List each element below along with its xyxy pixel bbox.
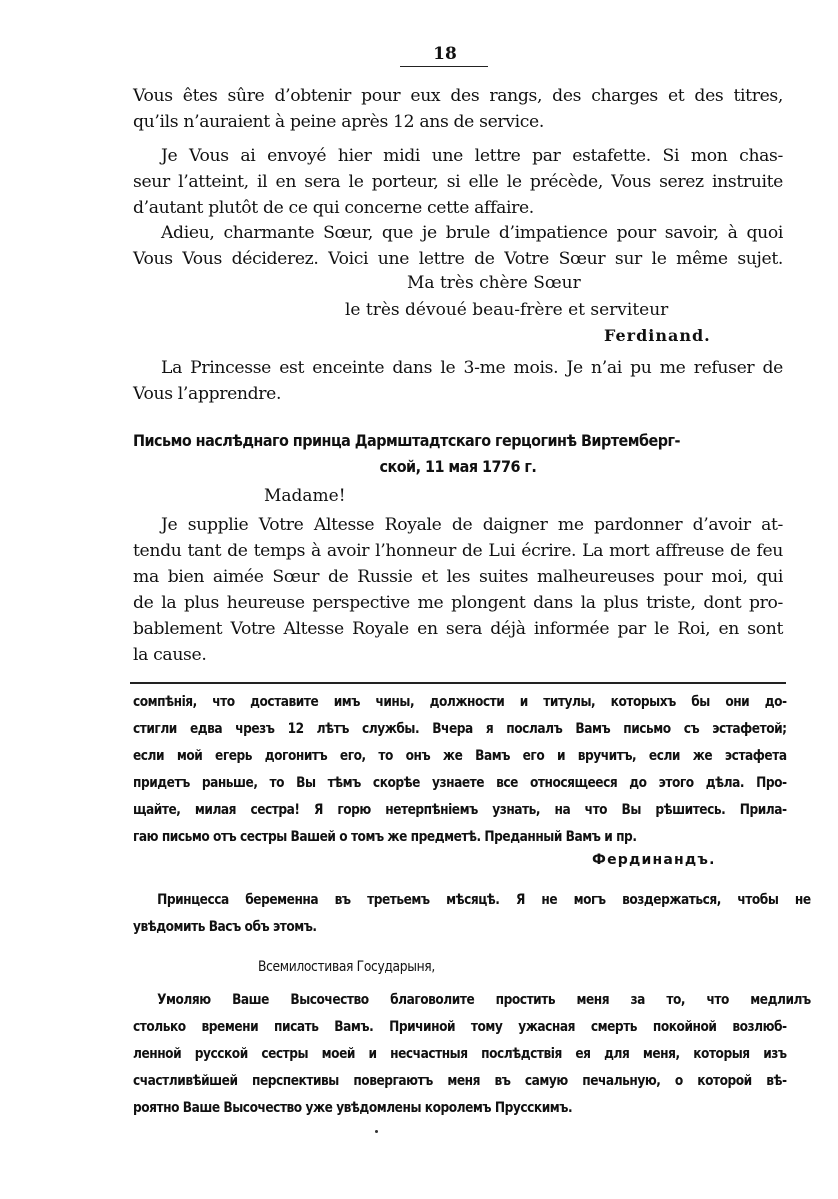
french-paragraph-1 bbox=[133, 83, 783, 135]
text-line: гаю письмо отъ сестры Вашей о томъ же предметѣ. Преданный Вамъ и пр. bbox=[133, 829, 637, 845]
text-line: щайте, милая сестра! Я горю нетерпѣніемъ узнать, на что Вы рѣшитесь. Прила- bbox=[133, 802, 787, 818]
signature-russian: Фердинандъ. bbox=[592, 852, 716, 868]
text-line: Adieu, charmante Sœur, que je brule d’impatience pour savoir, à quoi bbox=[161, 223, 783, 243]
text-line: bablement Votre Altesse Royale en sera déjà informée par le Roi, en sont bbox=[133, 619, 783, 639]
text-line: seur l’atteint, il en sera le porteur, si elle le précède, Vous serez instruite bbox=[133, 172, 783, 192]
text-line: d’autant plutôt de ce qui concerne cette affaire. bbox=[133, 198, 534, 218]
text-line: ma bien aimée Sœur de Russie et les suites malheureuses pour moi, qui bbox=[133, 567, 783, 587]
section-divider bbox=[130, 682, 786, 684]
text-line: Принцесса беременна въ третьемъ мѣсяцѣ. Я не могъ воздержаться, чтобы не bbox=[157, 892, 811, 908]
text-line: Vous l’apprendre. bbox=[133, 384, 282, 404]
signature-french: Ferdinand. bbox=[604, 326, 711, 345]
text-line: Умоляю Ваше Высочество благоволите простить меня за то, что медлилъ bbox=[157, 992, 811, 1008]
text-line: Je supplie Votre Altesse Royale de daigner me pardonner d’avoir at- bbox=[161, 515, 783, 535]
text-line: придетъ раньше, то Вы тѣмъ скорѣе узнаете все относящееся до этого дѣла. Про- bbox=[133, 775, 787, 791]
text-line: Je Vous ai envoyé hier midi une lettre par estafette. Si mon chas- bbox=[161, 146, 783, 166]
french-paragraph-3 bbox=[133, 220, 783, 272]
letter-heading bbox=[133, 428, 718, 480]
russian-paragraph-3 bbox=[133, 987, 811, 1122]
text-line: стигли едва чрезъ 12 лѣтъ службы. Вчера я послалъ Вамъ письмо съ эстафетой; bbox=[133, 721, 787, 737]
text-line: счастливѣйшей перспективы повергаютъ меня въ самую печальную, о которой вѣ- bbox=[133, 1073, 787, 1089]
french-paragraph-2 bbox=[133, 143, 783, 221]
salutation-french: Madame! bbox=[264, 486, 346, 506]
text-line: сомпѣнія, что доставите имъ чины, должности и титулы, которыхъ бы они до- bbox=[133, 694, 787, 710]
text-line: ленной русской сестры моей и несчастныя послѣдствія ея для меня, которыя изъ bbox=[133, 1046, 787, 1062]
french-letter-body bbox=[133, 512, 783, 668]
heading-line: ской, 11 мая 1776 г. bbox=[379, 457, 537, 476]
text-line: tendu tant de temps à avoir l’honneur de Lui écrire. La mort affreuse de feu bbox=[133, 541, 783, 561]
heading-line: Письмо наслѣднаго принца Дармштадтскаго герцогинѣ Виртемберг- bbox=[133, 431, 680, 450]
closing-line-2: le très dévoué beau-frère et serviteur bbox=[345, 300, 669, 320]
text-line: столько времени писать Вамъ. Причиной тому ужасная смерть покойной возлюб- bbox=[133, 1019, 787, 1035]
text-line: Vous êtes sûre d’obtenir pour eux des rangs, des charges et des titres, bbox=[133, 86, 783, 106]
salutation-russian: Всемилостивая Государыня, bbox=[258, 959, 435, 975]
print-speck bbox=[375, 1130, 378, 1133]
text-line: La Princesse est enceinte dans le 3-me mois. Je n’ai pu me refuser de bbox=[161, 358, 783, 378]
russian-paragraph-2 bbox=[133, 887, 811, 941]
french-postscript bbox=[133, 355, 783, 407]
text-line: de la plus heureuse perspective me plongent dans la plus triste, dont pro- bbox=[133, 593, 783, 613]
page-number: 18 bbox=[433, 44, 457, 64]
closing-line-1: Ma très chère Sœur bbox=[407, 273, 581, 293]
russian-paragraph-1 bbox=[133, 689, 787, 851]
page-number-rule bbox=[400, 66, 488, 67]
text-line: Vous Vous déciderez. Voici une lettre de Votre Sœur sur le même sujet. bbox=[133, 249, 783, 269]
text-line: роятно Ваше Высочество уже увѣдомлены королемъ Прусскимъ. bbox=[133, 1100, 573, 1116]
text-line: если мой егерь догонитъ его, то онъ же Вамъ его и вручитъ, если же эстафета bbox=[133, 748, 787, 764]
text-line: la cause. bbox=[133, 645, 207, 665]
text-line: увѣдомить Васъ объ этомъ. bbox=[133, 919, 317, 935]
text-line: qu’ils n’auraient à peine après 12 ans de service. bbox=[133, 112, 544, 132]
